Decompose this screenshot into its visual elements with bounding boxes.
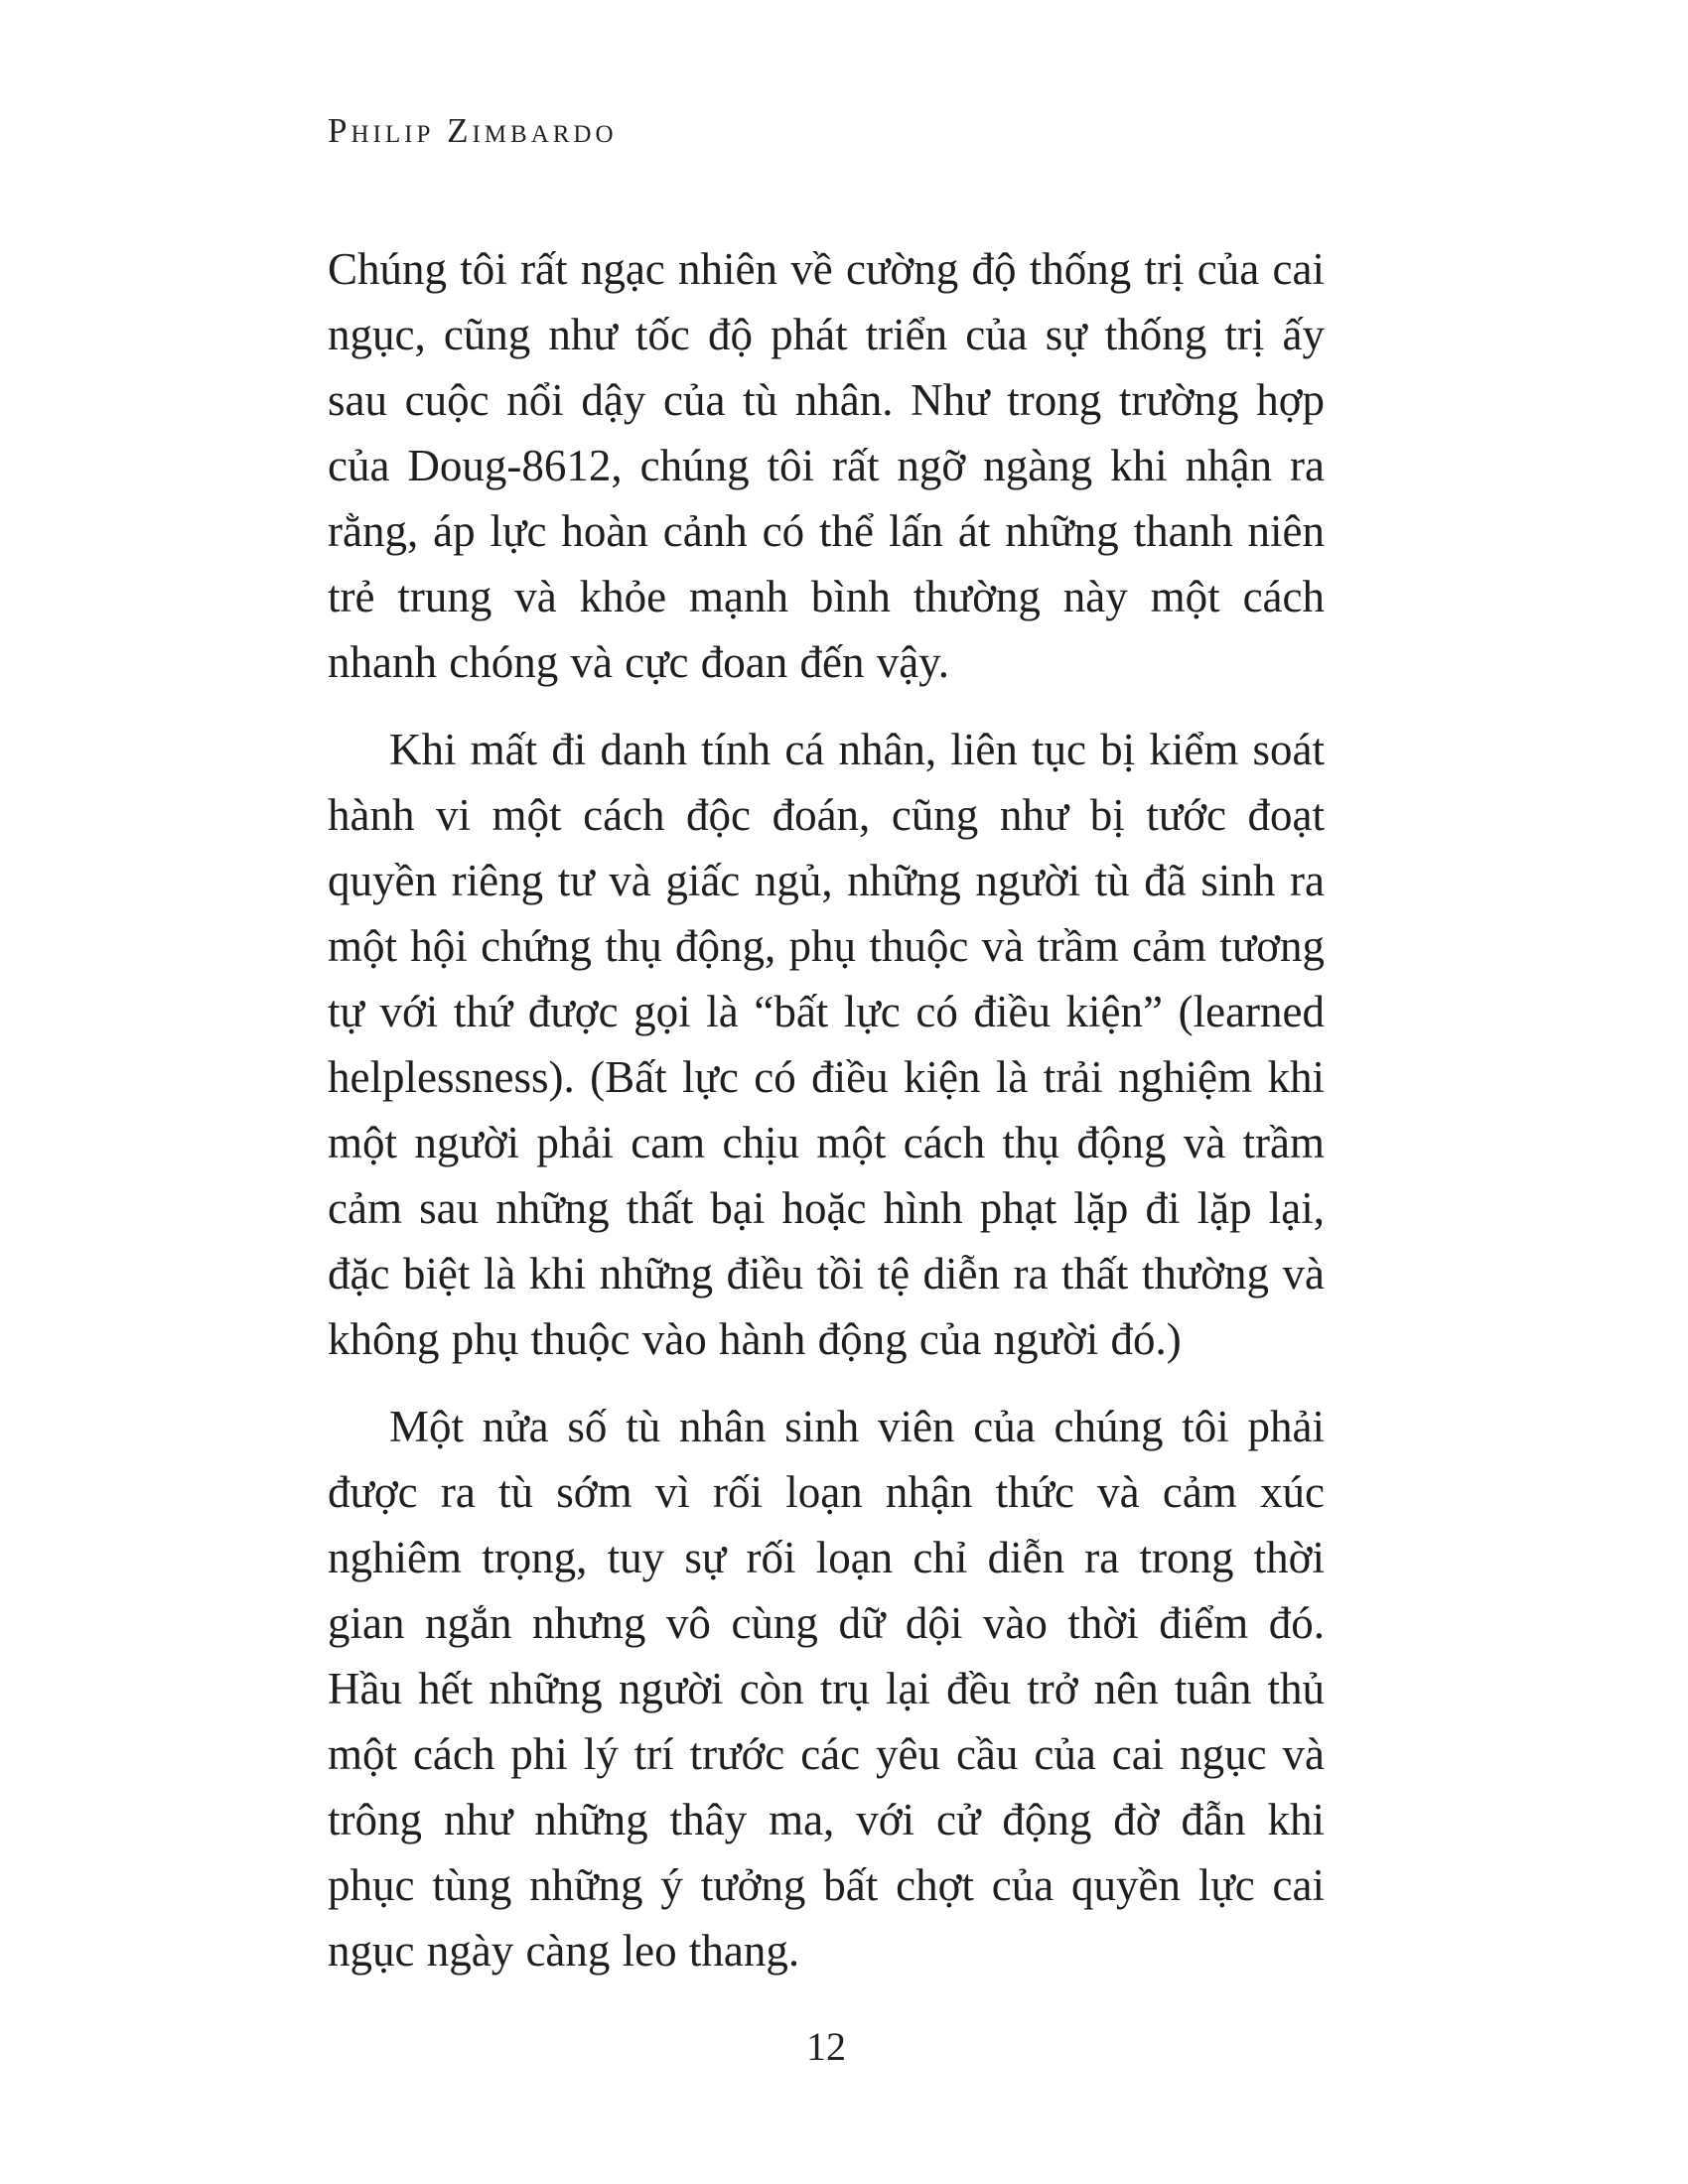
page-number: 12 bbox=[806, 2024, 846, 2069]
text-block bbox=[328, 236, 1325, 1983]
running-header: Philip Zimbardo bbox=[328, 111, 618, 150]
body-paragraph: Một nửa số tù nhân sinh viên của chúng tôi phải được ra tù sớm vì rối loạn nhận thức và cảm xúc nghiêm trọng, tuy sự rối loạn chỉ diễn ra trong thời gian ngắn nhưng vô cùng dữ dội vào thời điểm đó. Hầu hết những người còn trụ lại đều trở nên tuân thủ một cách phi lý trí trước các yêu cầu của cai ngục và trông như những thây ma, với cử động đờ đẫn khi phục tùng những ý tưởng bất chợt của quyền lực cai ngục ngày càng leo thang. bbox=[328, 1402, 1325, 1976]
body-paragraph: Khi mất đi danh tính cá nhân, liên tục bị kiểm soát hành vi một cách độc đoán, cũng như bị tước đoạt quyền riêng tư và giấc ngủ, những người tù đã sinh ra một hội chứng thụ động, phụ thuộc và trầm cảm tương tự với thứ được gọi là “bất lực có điều kiện” (learned helplessness). (Bất lực có điều kiện là trải nghiệm khi một người phải cam chịu một cách thụ động và trầm cảm sau những thất bại hoặc hình phạt lặp đi lặp lại, đặc biệt là khi những điều tồi tệ diễn ra thất thường và không phụ thuộc vào hành động của người đó.) bbox=[328, 725, 1325, 1364]
body-paragraph: Chúng tôi rất ngạc nhiên về cường độ thống trị của cai ngục, cũng như tốc độ phát triển của sự thống trị ấy sau cuộc nổi dậy của tù nhân. Như trong trường hợp của Doug-8612, chúng tôi rất ngỡ ngàng khi nhận ra rằng, áp lực hoàn cảnh có thể lấn át những thanh niên trẻ trung và khỏe mạnh bình thường này một cách nhanh chóng và cực đoan đến vậy. bbox=[328, 244, 1325, 687]
